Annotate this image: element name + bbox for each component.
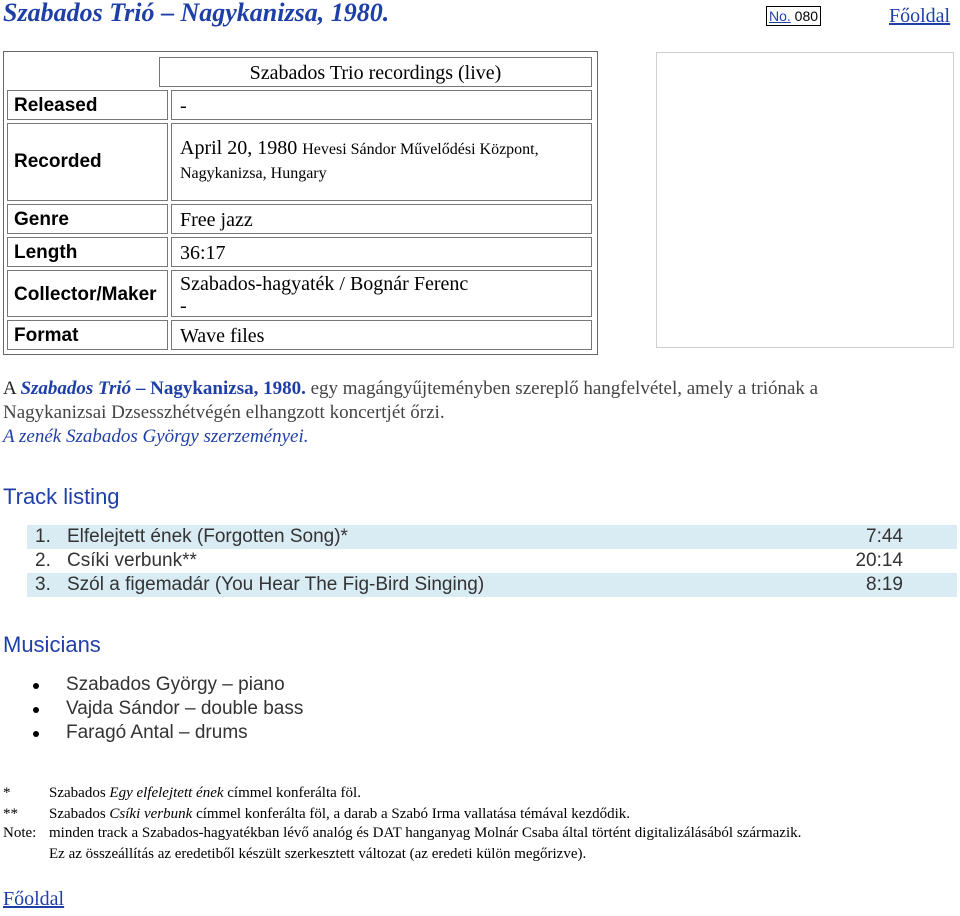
track-number: 2.	[35, 550, 51, 571]
recorded-place: Hevesi Sándor Művelődési Központ,	[302, 141, 539, 158]
bullet-icon	[33, 707, 39, 713]
cover-image-placeholder	[656, 52, 954, 348]
track-number: 1.	[35, 526, 51, 547]
format-value: Wave files	[171, 320, 592, 350]
track-title: Szól a figemadár (You Hear The Fig-Bird Singing)	[67, 574, 485, 595]
musicians-heading: Musicians	[3, 632, 101, 657]
catalog-number-box	[766, 6, 821, 26]
footnote-1: * Szabados Egy elfelejtett ének címmel konferálta föl.	[3, 785, 361, 801]
track-row	[27, 525, 957, 549]
format-label: Format	[7, 320, 168, 350]
track-row	[27, 549, 957, 573]
length-value: 36:17	[171, 237, 592, 267]
footnote-note: Note: minden track a Szabados-hagyatékban lévő analóg és DAT hanganyag Molnár Csaba által történt digitalizálásából származik.	[3, 825, 802, 841]
recorded-label: Recorded	[7, 123, 168, 201]
bullet-icon	[33, 683, 39, 689]
track-number: 3.	[35, 574, 51, 595]
track-title: Csíki verbunk**	[67, 550, 197, 571]
page-title: Szabados Trió – Nagykanizsa, 1980.	[3, 0, 390, 27]
description	[3, 377, 943, 449]
collector-value	[171, 270, 592, 317]
description-line-2: Nagykanizsai Dzsesszhétvégén elhangzott koncertjét őrzi.	[3, 402, 445, 423]
home-link-bottom[interactable]: Főoldal	[3, 888, 65, 910]
track-length: 8:19	[866, 574, 903, 595]
home-link-top[interactable]: Főoldal	[889, 5, 951, 27]
recorded-value	[171, 123, 592, 201]
footnote-note-2: Ez az összeállítás az eredetiből készült szerkesztett változat (az eredeti külön megőrizve).	[49, 846, 587, 862]
track-length: 20:14	[855, 550, 903, 571]
bullet-icon	[33, 731, 39, 737]
track-row	[27, 573, 957, 597]
description-line-1: A Szabados Trió – Nagykanizsa, 1980. egy magángyűjteményben szereplő hangfelvétel, amely a triónak a	[3, 378, 819, 399]
track-title: Elfelejtett ének (Forgotten Song)*	[67, 526, 348, 547]
info-heading: Szabados Trio recordings (live)	[159, 57, 592, 87]
recorded-date: April 20, 1980	[180, 137, 298, 159]
catalog-number: 080	[790, 8, 819, 24]
collector-label: Collector/Maker	[7, 270, 168, 317]
recorded-place-2: Nagykanizsa, Hungary	[180, 165, 327, 182]
released-label: Released	[7, 90, 168, 120]
description-line-3: A zenék Szabados György szerzeményei.	[3, 426, 309, 447]
track-listing-heading: Track listing	[3, 484, 120, 509]
catalog-number-prefix: No.	[769, 8, 791, 24]
genre-value: Free jazz	[171, 204, 592, 234]
info-table	[3, 51, 598, 355]
length-label: Length	[7, 237, 168, 267]
released-value: -	[171, 90, 592, 120]
collector-name-2: -	[180, 295, 187, 317]
footnote-2: ** Szabados Csíki verbunk címmel konferálta föl, a darab a Szabó Irma vallatása témával kezdődik.	[3, 806, 631, 822]
track-length: 7:44	[866, 526, 903, 547]
collector-name: Szabados-hagyaték / Bognár Ferenc	[180, 273, 469, 295]
genre-label: Genre	[7, 204, 168, 234]
